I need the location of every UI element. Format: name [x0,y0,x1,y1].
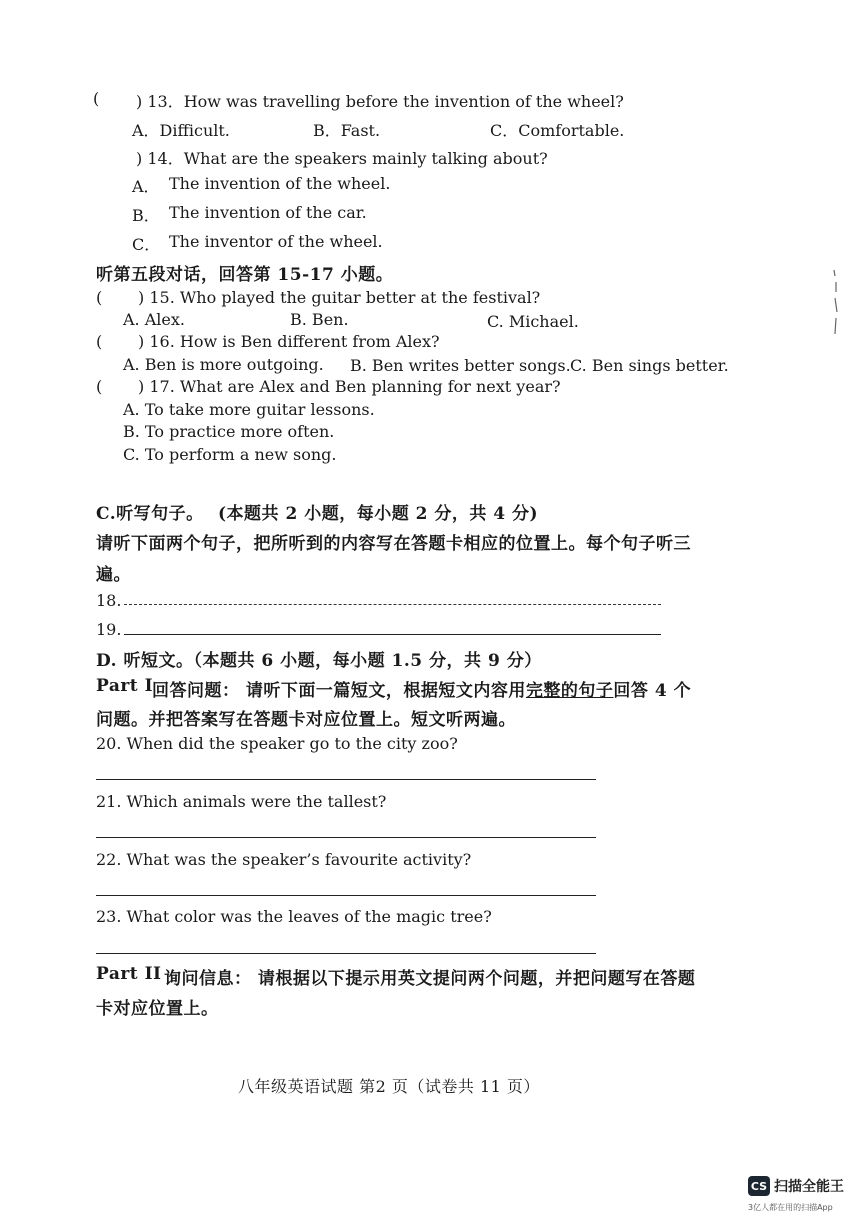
q22-answer-line [96,895,596,896]
q15-option-c: C. Michael. [487,312,579,331]
q14-question: ) 14．What are the speakers mainly talking about? [136,149,548,168]
q21-question: 21. Which animals were the tallest? [96,792,387,811]
q16-question: ) 16. How is Ben different from Alex? [138,332,440,351]
part1-label: Part I [96,676,154,696]
q17-option-c: C. To perform a new song. [123,445,337,464]
q13-option-a: A．Difficult. [132,121,230,140]
q16-option-b: B. Ben writes better songs. [350,356,571,375]
q21-answer-line [96,837,596,838]
q14-option-b-text: The invention of the car. [169,203,367,222]
part1-instruction [152,676,691,701]
part1-instruction-a: 回答问题： 请听下面一篇短文，根据短文内容用 [152,681,526,701]
scan-artifact-marks [830,268,842,338]
q20-question: 20. When did the speaker go to the city zoo? [96,734,458,753]
q13-option-c: C．Comfortable. [490,121,625,140]
q15-option-a: A. Alex. [123,310,185,329]
camscanner-watermark [748,1176,844,1196]
part2-instruction: 询问信息： 请根据以下提示用英文提问两个问题，并把问题写在答题 [164,969,696,989]
item-19-number: 19. [96,620,122,639]
section5-heading: 听第五段对话，回答第 15-17 小题。 [96,265,394,285]
part1-instruction-underlined: 完整的句子 [525,681,614,701]
section-c-info: (本题共 2 小题，每小题 2 分，共 4 分) [218,504,539,524]
page-footer: 八年级英语试题 第2 页（试卷共 11 页） [238,1077,540,1096]
q23-answer-line [96,953,596,954]
camscanner-tagline: 3亿人都在用的扫描App [748,1203,833,1212]
section-c-instruction-2: 遍。 [96,565,131,585]
section-d-title: D. 听短文。（本题共 6 小题，每小题 1.5 分，共 9 分） [96,651,542,671]
section-c-instruction-1: 请听下面两个句子，把所听到的内容写在答题卡相应的位置上。每个句子听三 [96,534,691,554]
q16-bracket: ( [96,332,103,351]
q15-bracket: ( [96,288,103,307]
q14-option-a-text: The invention of the wheel. [169,174,391,193]
q13-question: ) 13．How was travelling before the invention of the wheel? [136,92,624,111]
q17-option-b: B. To practice more often. [123,422,335,441]
item-19-answer-line [124,634,661,635]
q14-option-c-text: The inventor of the wheel. [169,232,383,251]
q17-bracket: ( [96,377,103,396]
q13-bracket: ( [93,89,100,108]
q14-option-c-letter: C． [132,235,161,254]
q15-question: ) 15. Who played the guitar better at the festival? [138,288,541,307]
q16-option-a: A. Ben is more outgoing. [123,355,324,374]
q14-option-b-letter: B． [132,206,160,225]
section-c-title: C.听写句子。 [96,504,204,524]
q17-option-a: A. To take more guitar lessons. [123,400,375,419]
q14-option-a-letter: A． [132,177,160,196]
part1-instruction-2: 问题。并把答案写在答题卡对应位置上。短文听两遍。 [96,710,516,730]
item-18-number: 18. [96,591,122,610]
q23-question: 23. What color was the leaves of the magic tree? [96,907,492,926]
q13-option-b: B．Fast. [313,121,381,140]
camscanner-name: 扫描全能王 [774,1179,844,1195]
part2-instruction-2: 卡对应位置上。 [96,999,219,1019]
q15-option-b: B. Ben. [290,310,349,329]
q22-question: 22. What was the speaker’s favourite activity? [96,850,472,869]
q16-option-c: C. Ben sings better. [570,356,729,375]
q17-question: ) 17. What are Alex and Ben planning for next year? [138,377,561,396]
item-18-answer-line [124,604,661,605]
part1-instruction-b: 回答 4 个 [613,681,692,701]
q20-answer-line [96,779,596,780]
camscanner-logo-icon: CS [748,1176,770,1196]
part2-label: Part II [96,964,162,984]
